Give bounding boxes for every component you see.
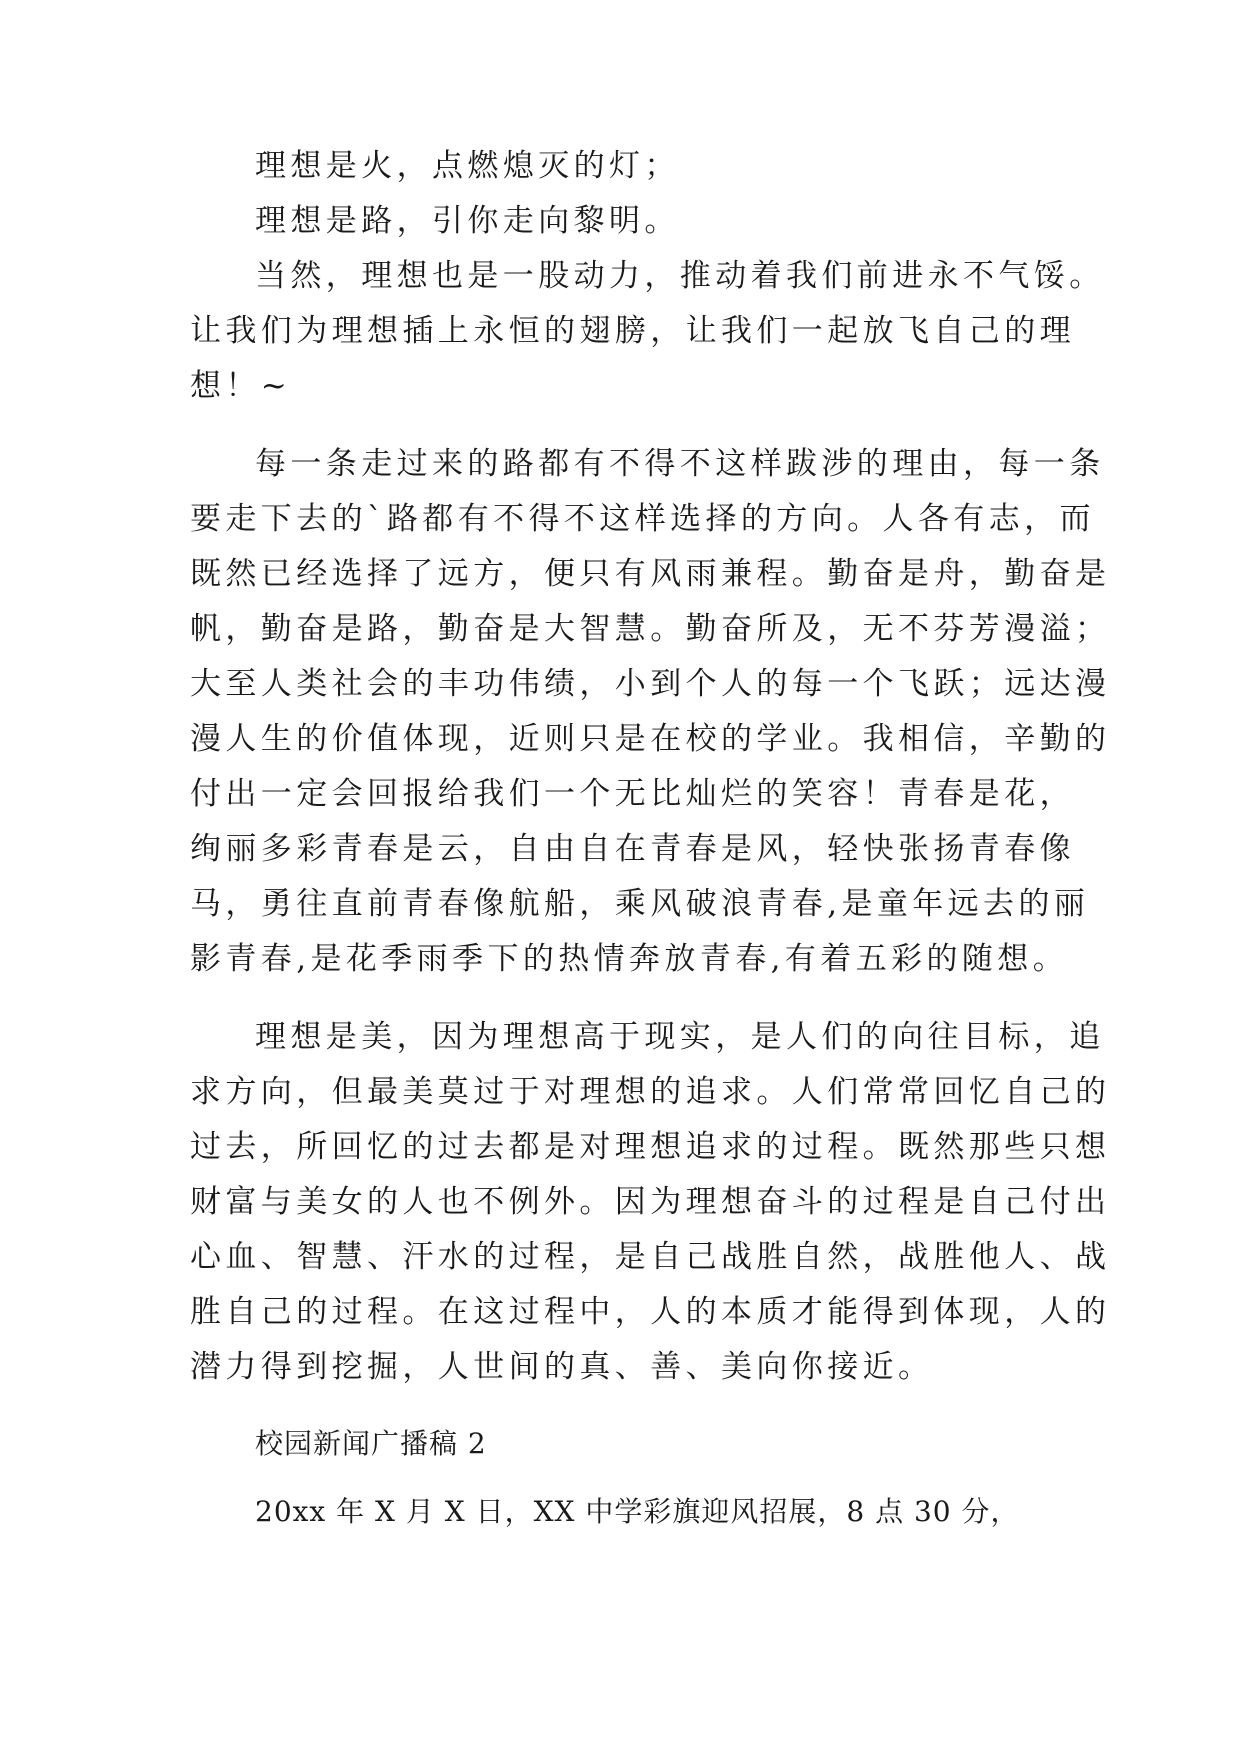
- text-line: 漫人生的价值体现，近则只是在校的学业。我相信，辛勤的: [190, 721, 1111, 757]
- text-line: 大至人类社会的丰功伟绩，小到个人的每一个飞跃；远达漫: [190, 666, 1111, 702]
- text-line: 20xx 年 X 月 X 日，XX 中学彩旗迎风招展，8 点 30 分，: [255, 1495, 1020, 1528]
- text-line: 想！~: [190, 368, 292, 404]
- text-line: 付出一定会回报给我们一个无比灿烂的笑容！青春是花，: [190, 776, 1075, 812]
- text-line: 理想是美，因为理想高于现实，是人们的向往目标，追: [255, 1019, 1105, 1055]
- text-line: 当然，理想也是一股动力，推动着我们前进永不气馁。: [255, 258, 1105, 294]
- text-line: 理想是火，点燃熄灭的灯；: [255, 148, 680, 184]
- text-line: 求方向，但最美莫过于对理想的追求。人们常常回忆自己的: [190, 1074, 1111, 1110]
- text-line: 要走下去的`路都有不得不这样选择的方向。人各有志，而: [190, 501, 1095, 537]
- text-line: 心血、智慧、汗水的过程，是自己战胜自然，战胜他人、战: [190, 1239, 1111, 1275]
- text-line: 每一条走过来的路都有不得不这样跋涉的理由，每一条: [255, 446, 1105, 482]
- text-line: 过去，所回忆的过去都是对理想追求的过程。既然那些只想: [190, 1129, 1111, 1165]
- text-line: 理想是路，引你走向黎明。: [255, 203, 680, 239]
- text-line: 帆，勤奋是路，勤奋是大智慧。勤奋所及，无不芬芳漫溢；: [190, 611, 1111, 647]
- text-line: 影青春,是花季雨季下的热情奔放青春,有着五彩的随想。: [190, 941, 1069, 977]
- text-line: 既然已经选择了远方，便只有风雨兼程。勤奋是舟，勤奋是: [190, 556, 1111, 592]
- text-line: 马，勇往直前青春像航船，乘风破浪青春,是童年远去的丽: [190, 886, 1090, 922]
- text-line: 让我们为理想插上永恒的翅膀，让我们一起放飞自己的理: [190, 313, 1075, 349]
- text-line: 绚丽多彩青春是云，自由自在青春是风，轻快张扬青春像: [190, 831, 1075, 867]
- text-line: 胜自己的过程。在这过程中，人的本质才能得到体现，人的: [190, 1294, 1111, 1330]
- section-heading: 校园新闻广播稿 2: [255, 1427, 487, 1460]
- text-line: 财富与美女的人也不例外。因为理想奋斗的过程是自己付出: [190, 1184, 1111, 1220]
- text-line: 潜力得到挖掘，人世间的真、善、美向你接近。: [190, 1349, 934, 1385]
